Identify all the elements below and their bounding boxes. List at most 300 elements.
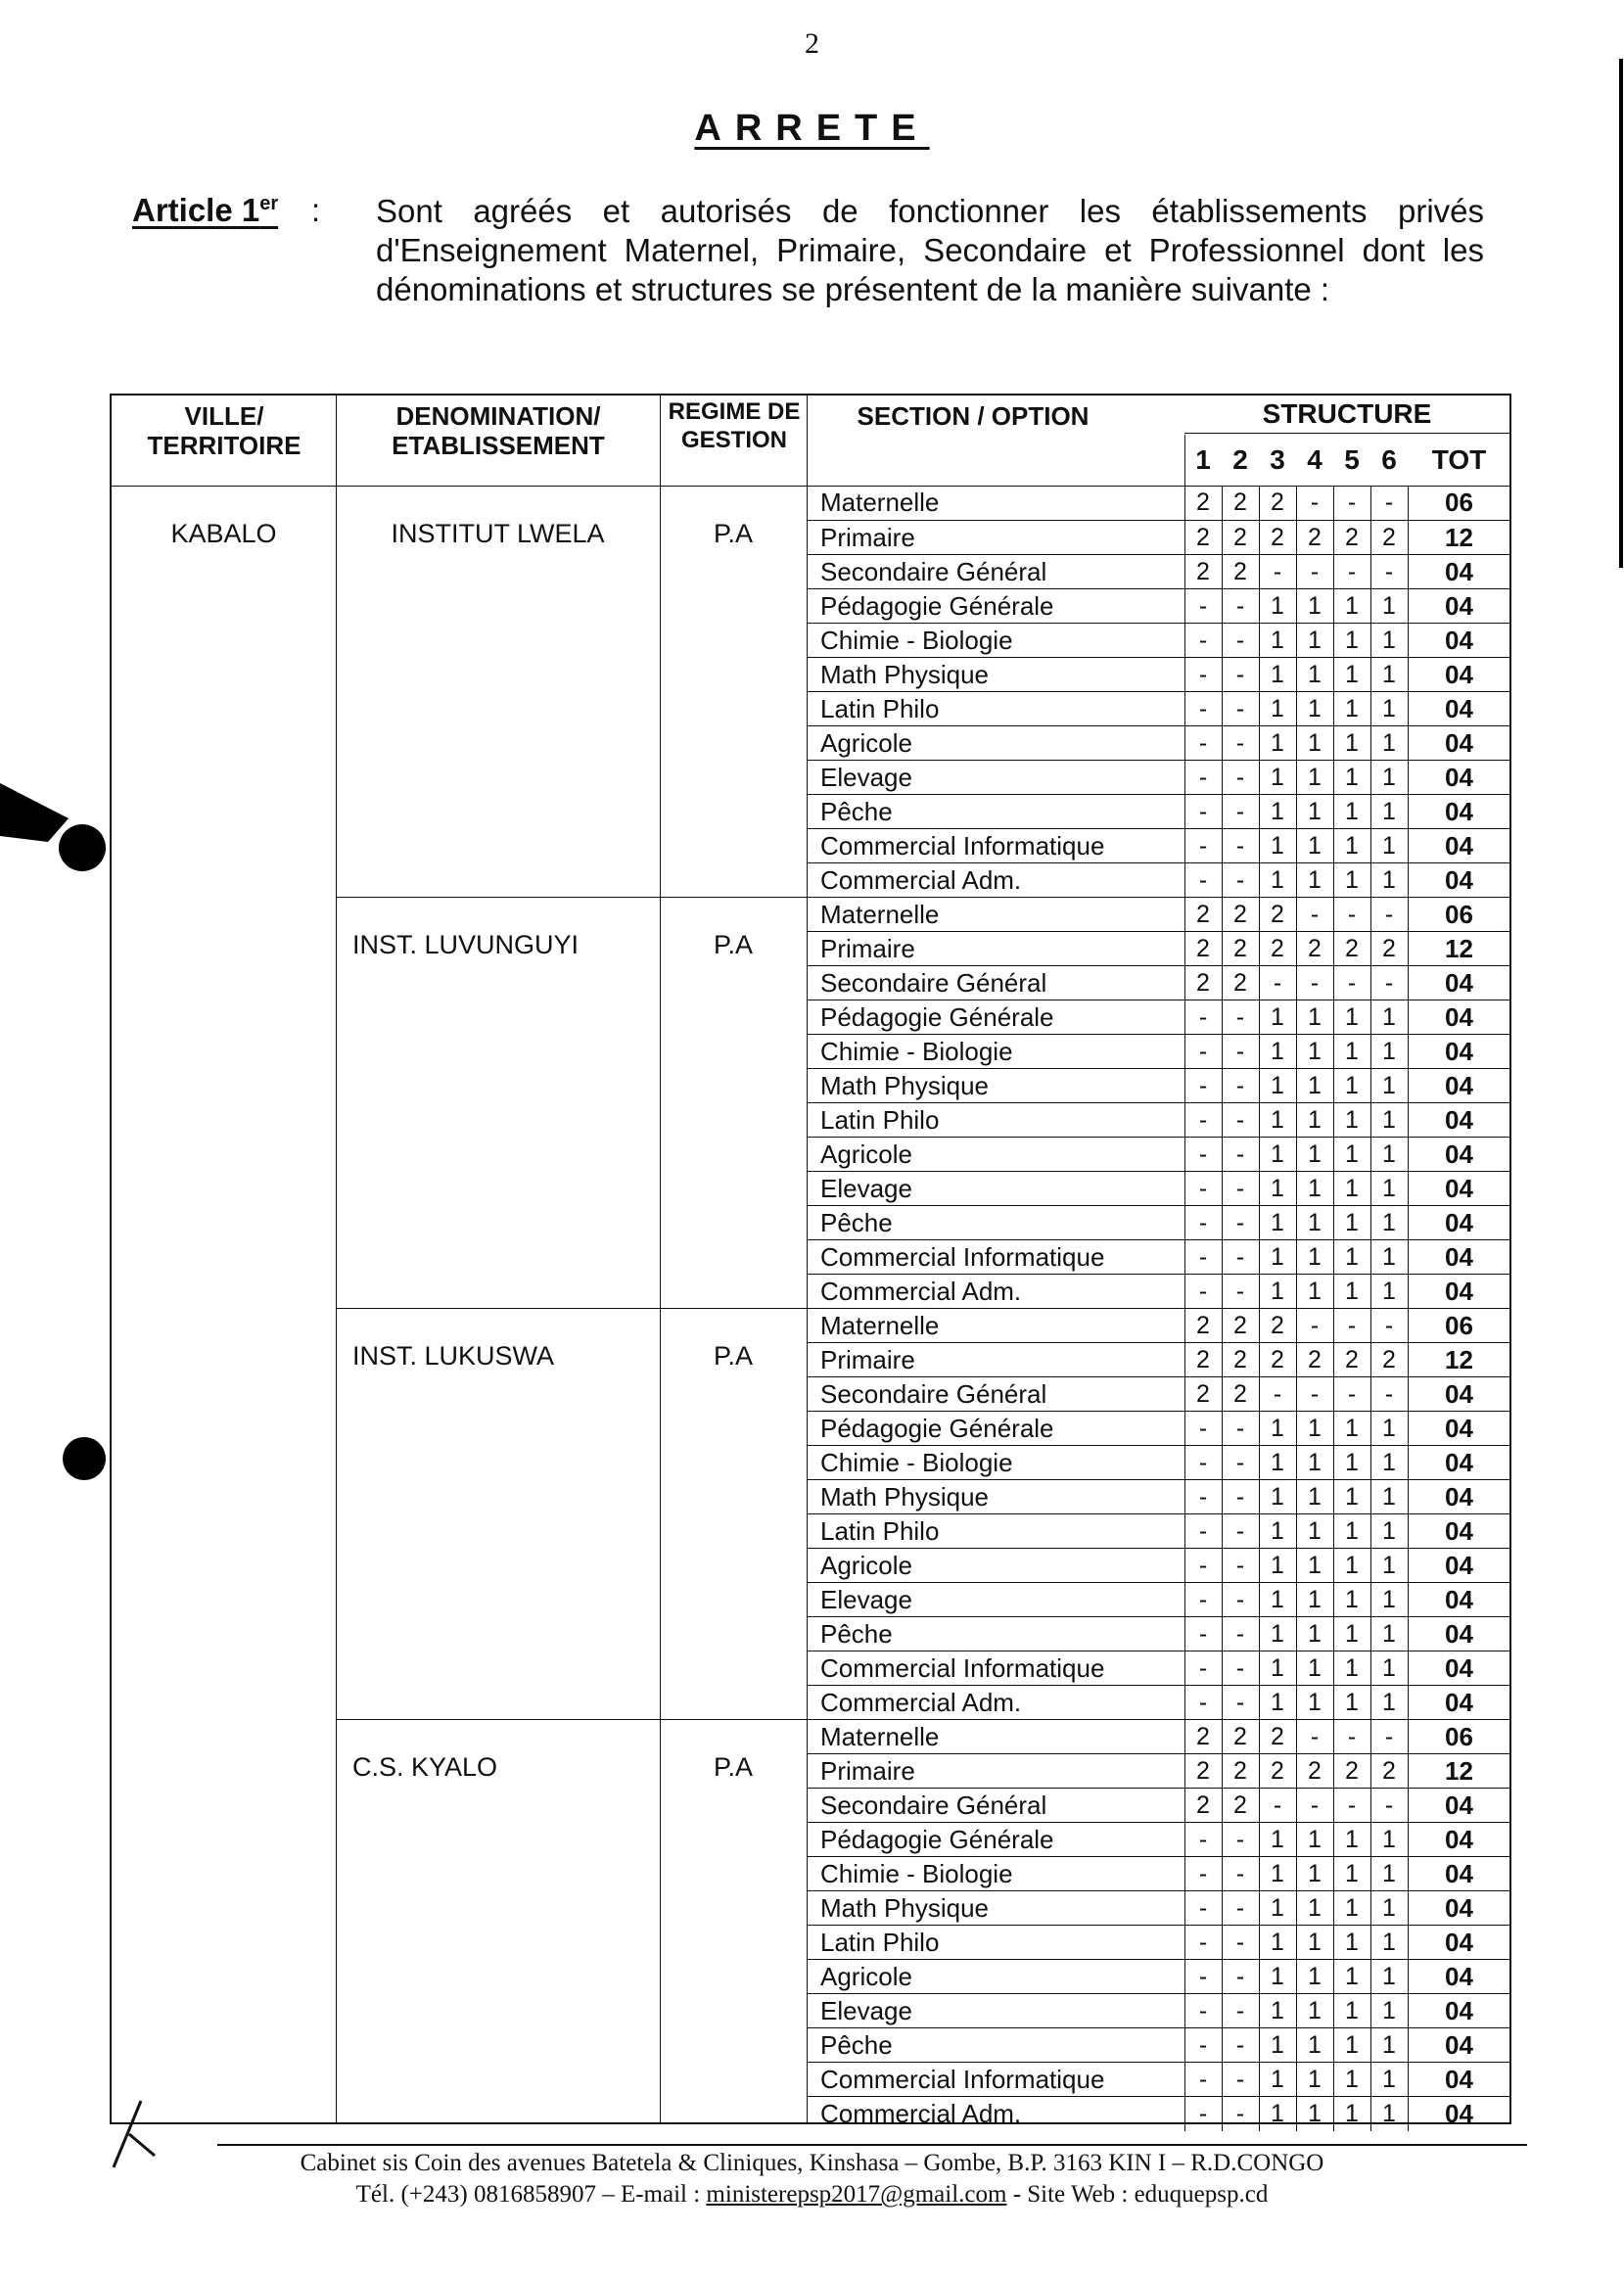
option-label: Commercial Adm. xyxy=(820,1688,1022,1717)
structure-value: 1 xyxy=(1271,1894,1284,1922)
structure-value: - xyxy=(1235,1997,1245,2024)
table-row xyxy=(807,1959,1509,1994)
structure-value: 1 xyxy=(1382,1003,1396,1031)
structure-value: - xyxy=(1198,1106,1208,1134)
table-row xyxy=(807,1342,1509,1377)
structure-value: 2 xyxy=(1271,1312,1284,1339)
structure-value: - xyxy=(1384,558,1394,585)
structure-value: 1 xyxy=(1345,627,1359,654)
option-label: Latin Philo xyxy=(820,694,940,723)
structure-value: - xyxy=(1384,488,1394,516)
option-label: Math Physique xyxy=(820,1893,989,1923)
structure-value: 1 xyxy=(1345,1072,1359,1099)
table-row xyxy=(807,554,1509,589)
structure-value: 2 xyxy=(1233,1312,1247,1339)
structure-value: 2 xyxy=(1233,488,1247,516)
structure-value: - xyxy=(1384,969,1394,997)
structure-value: - xyxy=(1235,1038,1245,1065)
structure-value: - xyxy=(1235,1003,1245,1031)
footer-contact xyxy=(0,2181,1624,2209)
structure-value: 2 xyxy=(1382,1757,1396,1785)
option-label: Commercial Adm. xyxy=(820,865,1022,895)
table-row xyxy=(807,1993,1509,2028)
structure-value: 1 xyxy=(1308,2066,1322,2093)
column-divider xyxy=(660,395,661,2122)
ink-smudge-mark xyxy=(0,783,69,842)
footer-email-link[interactable]: ministerepsp2017@gmail.com xyxy=(706,2181,1007,2208)
structure-value: 1 xyxy=(1345,1175,1359,1202)
option-label: Primaire xyxy=(820,523,915,552)
structure-value: 2 xyxy=(1196,901,1210,928)
structure-value: 1 xyxy=(1271,866,1284,894)
total-value: 04 xyxy=(1445,1140,1473,1169)
option-label: Agricole xyxy=(820,728,912,758)
option-label: Primaire xyxy=(820,1756,915,1786)
total-value: 04 xyxy=(1445,1002,1473,1032)
structure-value: 1 xyxy=(1382,1860,1396,1887)
structure-value: 1 xyxy=(1382,1038,1396,1065)
structure-value: 2 xyxy=(1233,1380,1247,1408)
structure-value: 1 xyxy=(1382,1106,1396,1134)
table-row xyxy=(807,1548,1509,1583)
option-label: Commercial Informatique xyxy=(820,2065,1105,2094)
option-label: Pêche xyxy=(820,1619,893,1649)
option-label: Primaire xyxy=(820,1345,915,1374)
structure-value: 1 xyxy=(1345,1517,1359,1545)
structure-value: 1 xyxy=(1382,1689,1396,1716)
total-value: 12 xyxy=(1445,934,1473,963)
total-value: 04 xyxy=(1445,1585,1473,1614)
structure-value: - xyxy=(1235,1415,1245,1442)
option-label: Secondaire Général xyxy=(820,1379,1047,1409)
option-label: Maternelle xyxy=(820,488,940,517)
structure-value: 1 xyxy=(1308,798,1322,825)
structure-value: 1 xyxy=(1308,1278,1322,1305)
structure-value: 1 xyxy=(1382,1826,1396,1853)
structure-value: - xyxy=(1310,488,1320,516)
structure-value: - xyxy=(1235,1894,1245,1922)
structure-value: 1 xyxy=(1345,1106,1359,1134)
structure-value: 1 xyxy=(1308,729,1322,757)
option-label: Latin Philo xyxy=(820,1516,940,1546)
structure-value: - xyxy=(1198,1415,1208,1442)
table-row xyxy=(807,623,1509,658)
structure-value: - xyxy=(1235,866,1245,894)
total-value: 04 xyxy=(1445,1071,1473,1100)
structure-value: 1 xyxy=(1345,2031,1359,2059)
article-label-sup: er xyxy=(259,193,279,214)
structure-value: 2 xyxy=(1196,1346,1210,1373)
total-value: 04 xyxy=(1445,1688,1473,1717)
location-kabalo: KABALO xyxy=(170,519,277,548)
table-row xyxy=(807,1308,1509,1343)
structure-value: 1 xyxy=(1271,1003,1284,1031)
structure-value: - xyxy=(1384,1791,1394,1819)
total-value: 04 xyxy=(1445,1105,1473,1135)
structure-value: - xyxy=(1235,1106,1245,1134)
total-value: 04 xyxy=(1445,1619,1473,1649)
structure-value: 1 xyxy=(1271,1826,1284,1853)
table-row xyxy=(807,1513,1509,1549)
structure-value: 2 xyxy=(1196,969,1210,997)
school-divider xyxy=(336,1308,807,1309)
structure-value: 1 xyxy=(1345,695,1359,722)
table-row xyxy=(807,1068,1509,1103)
option-label: Secondaire Général xyxy=(820,557,1047,586)
structure-value: 2 xyxy=(1233,1791,1247,1819)
table-row xyxy=(807,1205,1509,1240)
structure-value: 2 xyxy=(1233,524,1247,551)
structure-value: 2 xyxy=(1271,488,1284,516)
structure-value: 1 xyxy=(1271,764,1284,791)
page-number: 2 xyxy=(805,27,819,60)
structure-value: - xyxy=(1310,1723,1320,1750)
structure-value: 1 xyxy=(1345,866,1359,894)
structure-value: 2 xyxy=(1308,1346,1322,1373)
option-label: Agricole xyxy=(820,1140,912,1169)
structure-value: 1 xyxy=(1308,1072,1322,1099)
structure-value: 2 xyxy=(1196,1723,1210,1750)
structure-value: - xyxy=(1198,1038,1208,1065)
table-row xyxy=(807,931,1509,966)
structure-value: - xyxy=(1198,1586,1208,1613)
option-label: Pédagogie Générale xyxy=(820,591,1054,621)
structure-value: - xyxy=(1384,1723,1394,1750)
structure-value: 1 xyxy=(1271,1586,1284,1613)
article-colon: : xyxy=(311,192,321,228)
structure-value: 1 xyxy=(1308,1997,1322,2024)
option-label: Agricole xyxy=(820,1551,912,1580)
total-value: 04 xyxy=(1445,1448,1473,1477)
total-value: 04 xyxy=(1445,1996,1473,2025)
structure-value: 1 xyxy=(1345,1997,1359,2024)
option-label: Commercial Informatique xyxy=(820,831,1105,860)
table-row xyxy=(807,1822,1509,1857)
structure-value: 1 xyxy=(1308,1106,1322,1134)
structure-value: 1 xyxy=(1308,1038,1322,1065)
structure-value: - xyxy=(1198,2066,1208,2093)
structure-value: - xyxy=(1310,558,1320,585)
structure-value: - xyxy=(1235,798,1245,825)
table-row xyxy=(807,725,1509,761)
structure-value: 1 xyxy=(1382,2100,1396,2127)
table-row xyxy=(807,1856,1509,1891)
structure-value: - xyxy=(1198,1175,1208,1202)
structure-value: 1 xyxy=(1382,832,1396,860)
table-row xyxy=(807,1651,1509,1686)
structure-value: - xyxy=(1235,1483,1245,1511)
structure-value: 1 xyxy=(1308,1140,1322,1168)
school-name: C.S. KYALO xyxy=(352,1752,498,1782)
structure-value: 1 xyxy=(1345,764,1359,791)
structure-value: - xyxy=(1235,1860,1245,1887)
structure-value: 2 xyxy=(1196,935,1210,962)
structure-value: 1 xyxy=(1308,2100,1322,2127)
structure-value: 2 xyxy=(1308,935,1322,962)
structure-value: 2 xyxy=(1308,524,1322,551)
structure-value: 2 xyxy=(1382,524,1396,551)
structure-value: - xyxy=(1347,558,1357,585)
table-row xyxy=(807,1685,1509,1720)
structure-value: 1 xyxy=(1345,1860,1359,1887)
structure-value: 1 xyxy=(1271,627,1284,654)
structure-value: 1 xyxy=(1308,832,1322,860)
option-label: Chimie - Biologie xyxy=(820,1448,1013,1477)
total-value: 04 xyxy=(1445,1928,1473,1957)
option-label: Secondaire Général xyxy=(820,968,1047,998)
structure-value: 2 xyxy=(1271,901,1284,928)
structure-value: 1 xyxy=(1382,1278,1396,1305)
school-regime: P.A xyxy=(713,930,754,959)
structure-value: 1 xyxy=(1271,1278,1284,1305)
structure-value: 1 xyxy=(1308,592,1322,620)
structure-value: 1 xyxy=(1271,1243,1284,1271)
structure-value: - xyxy=(1235,2031,1245,2059)
total-value: 04 xyxy=(1445,763,1473,792)
structure-value: 1 xyxy=(1271,832,1284,860)
structure-value: 1 xyxy=(1382,627,1396,654)
table-row xyxy=(807,1616,1509,1651)
structure-value: - xyxy=(1235,592,1245,620)
structure-value: 1 xyxy=(1308,2031,1322,2059)
total-value: 04 xyxy=(1445,1208,1473,1237)
structure-value: 1 xyxy=(1271,2031,1284,2059)
structure-value: 1 xyxy=(1382,592,1396,620)
structure-value: - xyxy=(1198,1860,1208,1887)
header-ville: VILLE/ TERRITOIRE xyxy=(147,401,302,460)
document-title: ARRETE xyxy=(694,108,930,149)
structure-value: 1 xyxy=(1308,1517,1322,1545)
table-row xyxy=(807,1753,1509,1789)
structure-value: 1 xyxy=(1308,764,1322,791)
structure-value: 1 xyxy=(1271,1038,1284,1065)
structure-value: 1 xyxy=(1382,1483,1396,1511)
structure-value: 1 xyxy=(1271,1415,1284,1442)
option-label: Chimie - Biologie xyxy=(820,1037,1013,1066)
total-value: 04 xyxy=(1445,1516,1473,1546)
footer-phone: Tél. (+243) 0816858907 – E-mail : xyxy=(355,2181,707,2208)
structure-value: - xyxy=(1235,1826,1245,1853)
structure-value: 1 xyxy=(1308,1929,1322,1956)
header-regime: REGIME DE GESTION xyxy=(668,398,801,453)
structure-value: - xyxy=(1235,1278,1245,1305)
option-label: Commercial Informatique xyxy=(820,1653,1105,1683)
total-value: 04 xyxy=(1445,968,1473,998)
table-row xyxy=(807,1788,1509,1823)
structure-value: - xyxy=(1198,1552,1208,1579)
structure-value: 2 xyxy=(1196,488,1210,516)
structure-value: - xyxy=(1198,592,1208,620)
structure-value: 2 xyxy=(1345,524,1359,551)
structure-value: - xyxy=(1198,1243,1208,1271)
structure-value: - xyxy=(1273,1380,1282,1408)
structure-value: - xyxy=(1310,901,1320,928)
structure-value: - xyxy=(1235,764,1245,791)
structure-value: 1 xyxy=(1345,1894,1359,1922)
structure-value: 1 xyxy=(1271,2066,1284,2093)
total-value: 06 xyxy=(1445,488,1473,517)
table-row xyxy=(807,2027,1509,2063)
structure-value: - xyxy=(1310,1380,1320,1408)
structure-value: - xyxy=(1235,729,1245,757)
structure-value: 1 xyxy=(1308,1449,1322,1476)
structure-value: - xyxy=(1273,558,1282,585)
structure-value: 1 xyxy=(1345,1620,1359,1648)
structure-value: 1 xyxy=(1345,1826,1359,1853)
total-value: 04 xyxy=(1445,1551,1473,1580)
structure-value: 1 xyxy=(1308,1243,1322,1271)
structure-value: - xyxy=(1235,661,1245,688)
structure-value: - xyxy=(1198,798,1208,825)
structure-value: 1 xyxy=(1345,661,1359,688)
table-row xyxy=(807,1479,1509,1514)
structure-value: - xyxy=(1198,1003,1208,1031)
structure-value: 2 xyxy=(1345,1346,1359,1373)
table-row xyxy=(807,2096,1509,2131)
structure-value: 1 xyxy=(1382,764,1396,791)
structure-value: 1 xyxy=(1382,2066,1396,2093)
structure-value: - xyxy=(1198,661,1208,688)
structure-value: 1 xyxy=(1308,1586,1322,1613)
structure-value: 1 xyxy=(1308,866,1322,894)
structure-value: 1 xyxy=(1308,1860,1322,1887)
option-label: Secondaire Général xyxy=(820,1791,1047,1820)
structure-value: - xyxy=(1198,866,1208,894)
option-label: Elevage xyxy=(820,763,912,792)
structure-value: - xyxy=(1273,1791,1282,1819)
structure-value: - xyxy=(1198,2031,1208,2059)
structure-value: 1 xyxy=(1382,1929,1396,1956)
structure-value: 1 xyxy=(1271,1517,1284,1545)
structure-value: - xyxy=(1198,1517,1208,1545)
structure-value: - xyxy=(1235,1552,1245,1579)
table-row xyxy=(807,1102,1509,1138)
school-name: INST. LUKUSWA xyxy=(352,1341,555,1371)
structure-value: 1 xyxy=(1271,1209,1284,1236)
structure-value: 2 xyxy=(1308,1757,1322,1785)
structure-value: - xyxy=(1198,695,1208,722)
structure-value: 2 xyxy=(1271,1757,1284,1785)
header-total: TOT xyxy=(1431,444,1487,475)
structure-value: 2 xyxy=(1196,558,1210,585)
table-row xyxy=(807,1137,1509,1172)
total-value: 12 xyxy=(1445,1756,1473,1786)
structure-value: 2 xyxy=(1196,1757,1210,1785)
structure-value: 1 xyxy=(1271,661,1284,688)
option-label: Chimie - Biologie xyxy=(820,626,1013,655)
signature-mark xyxy=(106,2095,164,2173)
total-value: 04 xyxy=(1445,694,1473,723)
total-value: 04 xyxy=(1445,797,1473,826)
structure-value: - xyxy=(1198,1278,1208,1305)
table-row xyxy=(807,965,1509,1000)
structure-value: - xyxy=(1310,1312,1320,1339)
option-label: Math Physique xyxy=(820,1071,989,1100)
structure-value: 1 xyxy=(1382,1586,1396,1613)
structure-value: 1 xyxy=(1308,1826,1322,1853)
table-row xyxy=(807,760,1509,795)
structure-value: 2 xyxy=(1271,524,1284,551)
structure-value: 1 xyxy=(1382,1997,1396,2024)
option-label: Commercial Informatique xyxy=(820,1242,1105,1272)
option-label: Commercial Adm. xyxy=(820,2099,1022,2128)
structure-value: 1 xyxy=(1382,2031,1396,2059)
structure-value: 1 xyxy=(1382,1552,1396,1579)
structure-value: 1 xyxy=(1271,1449,1284,1476)
structure-value: 1 xyxy=(1308,1209,1322,1236)
structure-value: 1 xyxy=(1382,866,1396,894)
header-section: SECTION / OPTION xyxy=(857,401,1090,431)
option-label: Chimie - Biologie xyxy=(820,1859,1013,1888)
article-text: Sont agréés et autorisés de fonctionner les établissements privés d'Enseignement Maternel, Primaire, Secondaire et Professionnel dont les dénominations et structures se présentent de la manière suivante : xyxy=(376,193,1484,307)
structure-value: 1 xyxy=(1382,1243,1396,1271)
structure-value: - xyxy=(1235,1209,1245,1236)
structure-value: - xyxy=(1347,1380,1357,1408)
structure-value: 1 xyxy=(1271,729,1284,757)
structure-value: 1 xyxy=(1382,729,1396,757)
structure-value: 1 xyxy=(1345,2066,1359,2093)
total-value: 12 xyxy=(1445,523,1473,552)
structure-value: - xyxy=(1310,969,1320,997)
header-structure: STRUCTURE xyxy=(1262,398,1432,429)
total-value: 04 xyxy=(1445,1242,1473,1272)
structure-value: - xyxy=(1384,1380,1394,1408)
total-value: 04 xyxy=(1445,2065,1473,2094)
school-divider xyxy=(336,897,807,898)
scan-edge-mark xyxy=(1619,59,1623,568)
structure-value: - xyxy=(1198,1826,1208,1853)
structure-value: 1 xyxy=(1271,1140,1284,1168)
table-row xyxy=(807,691,1509,726)
structure-value: 1 xyxy=(1382,1072,1396,1099)
structure-value: - xyxy=(1198,627,1208,654)
article-label-text: Article 1 xyxy=(132,192,260,228)
total-value: 04 xyxy=(1445,2030,1473,2060)
table-row xyxy=(807,862,1509,898)
structure-value: 1 xyxy=(1271,1963,1284,1990)
structure-value: 1 xyxy=(1345,1963,1359,1990)
total-value: 04 xyxy=(1445,1482,1473,1512)
structure-value: 1 xyxy=(1271,1620,1284,1648)
structure-value: - xyxy=(1198,1689,1208,1716)
total-value: 04 xyxy=(1445,831,1473,860)
column-divider xyxy=(336,395,337,2122)
table-row xyxy=(807,520,1509,555)
structure-value: - xyxy=(1198,1483,1208,1511)
option-label: Pédagogie Générale xyxy=(820,1002,1054,1032)
option-label: Pêche xyxy=(820,2030,893,2060)
option-label: Maternelle xyxy=(820,900,940,929)
table-row xyxy=(807,1890,1509,1926)
structure-value: 1 xyxy=(1271,695,1284,722)
structure-value: 1 xyxy=(1345,1552,1359,1579)
structure-value: 1 xyxy=(1308,1552,1322,1579)
structure-value: - xyxy=(1198,1072,1208,1099)
school-regime: P.A xyxy=(713,1341,754,1371)
total-value: 04 xyxy=(1445,1893,1473,1923)
option-label: Maternelle xyxy=(820,1311,940,1340)
structure-value: 1 xyxy=(1382,695,1396,722)
option-label: Pédagogie Générale xyxy=(820,1414,1054,1443)
structure-value: - xyxy=(1235,1654,1245,1682)
structure-value: - xyxy=(1235,1929,1245,1956)
total-value: 04 xyxy=(1445,1962,1473,1991)
option-label: Latin Philo xyxy=(820,1105,940,1135)
structure-value: 2 xyxy=(1345,935,1359,962)
total-value: 04 xyxy=(1445,1825,1473,1854)
structure-value: 2 xyxy=(1196,1312,1210,1339)
structure-value: - xyxy=(1198,1894,1208,1922)
